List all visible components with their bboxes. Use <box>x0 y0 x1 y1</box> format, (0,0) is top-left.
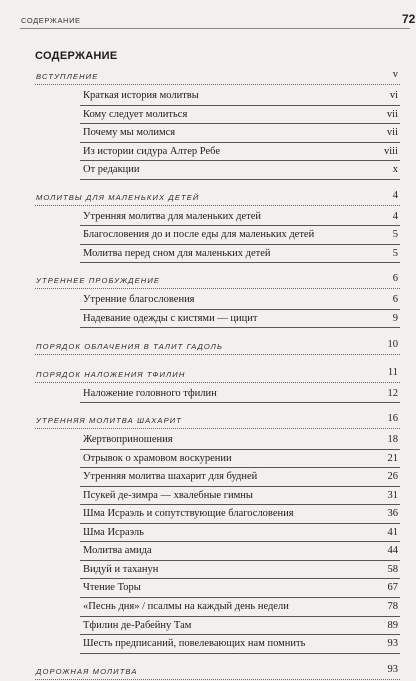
section-title: ДОРОЖНАЯ МОЛИТВА <box>36 666 138 676</box>
entry-rule <box>80 123 400 124</box>
entry-title: Благословения до и после еды для маленьких детей <box>83 229 315 241</box>
entry-rule <box>80 541 400 542</box>
section-title: УТРЕННЯЯ МОЛИТВА ШАХАРИТ <box>36 416 183 426</box>
entry-page: 12 <box>387 387 398 399</box>
entry-title: Краткая история молитвы <box>83 90 199 101</box>
entry-title: Утренняя молитва шахарит для будней <box>83 471 258 483</box>
entry-rule <box>80 486 400 487</box>
entry-title: Шесть предписаний, повелевающих нам помнить <box>83 638 306 650</box>
entry-page: 31 <box>387 489 398 501</box>
section-rule <box>35 288 400 289</box>
entry-rule <box>80 449 400 450</box>
entry-title: Псукей де-зимра — хвалебные гимны <box>83 489 253 501</box>
running-head: СОДЕРЖАНИЕ <box>21 16 81 25</box>
entry-page: vii <box>386 127 398 139</box>
entry-rule <box>80 402 400 403</box>
entry-rule <box>80 160 400 161</box>
entry-rule <box>80 262 400 263</box>
entry-title: Жертвоприношения <box>83 434 173 446</box>
entry-rule <box>80 179 400 180</box>
section-rule <box>35 679 400 680</box>
entry-title: От редакции <box>83 164 140 176</box>
entry-rule <box>80 597 400 598</box>
entry-page: 89 <box>387 619 398 631</box>
entry-title: Наложение головного тфилин <box>83 387 217 399</box>
entry-page: 5 <box>392 229 398 241</box>
entry-rule <box>80 560 400 561</box>
page-number: 72 <box>402 12 416 26</box>
entry-rule <box>80 467 400 468</box>
section-title: ВСТУПЛЕНИЕ <box>36 72 99 81</box>
entry-page: 26 <box>387 471 398 483</box>
entry-title: Молитва амида <box>83 545 152 557</box>
entry-page: 6 <box>392 294 398 306</box>
section-page: 16 <box>387 413 398 425</box>
section-page: v <box>392 69 398 80</box>
entry-title: Из истории сидура Алтер Ребе <box>83 145 221 157</box>
entry-page: 44 <box>387 545 398 557</box>
entry-rule <box>80 309 400 310</box>
entry-page: viii <box>383 145 398 157</box>
entry-page: vi <box>389 90 398 101</box>
section-title: ПОРЯДОК НАЛОЖЕНИЯ ТФИЛИН <box>36 369 186 379</box>
entry-title: Кому следует молиться <box>83 108 188 120</box>
entry-title: Тфилин де-Рабейну Там <box>83 619 192 631</box>
entry-title: Надевание одежды с кистями — цицит <box>83 312 258 324</box>
entry-title: Почему мы молимся <box>83 127 176 139</box>
section-page: 93 <box>387 663 398 675</box>
entry-title: «Песнь дня» / псалмы на каждый день недели <box>83 601 289 612</box>
section-rule <box>35 354 400 355</box>
entry-title: Чтение Торы <box>83 582 141 594</box>
entry-rule <box>80 634 400 635</box>
entry-page: 41 <box>387 526 398 538</box>
section-rule <box>35 205 400 206</box>
entry-page: x <box>392 164 398 176</box>
header-rule <box>20 28 410 29</box>
entry-rule <box>80 327 400 328</box>
entry-rule <box>80 244 400 245</box>
entry-title: Молитва перед сном для маленьких детей <box>83 247 271 259</box>
section-rule <box>35 428 400 429</box>
entry-page: 67 <box>387 582 398 594</box>
entry-page: 21 <box>387 452 398 464</box>
entry-page: 5 <box>392 247 398 259</box>
section-page: 4 <box>392 189 398 201</box>
entry-page: 78 <box>387 601 398 612</box>
entry-page: vii <box>386 108 398 120</box>
section-page: 10 <box>387 338 398 350</box>
toc-title: СОДЕРЖАНИЕ <box>35 50 118 62</box>
entry-title: Утренняя молитва для маленьких детей <box>83 210 262 222</box>
section-rule <box>35 382 400 383</box>
section-title: МОЛИТВЫ ДЛЯ МАЛЕНЬКИХ ДЕТЕЙ <box>36 192 200 202</box>
entry-page: 4 <box>392 210 398 222</box>
entry-title: Шма Исраэль и сопутствующие благословения <box>83 508 294 520</box>
section-title: ПОРЯДОК ОБЛАЧЕНИЯ В ТАЛИТ ГАДОЛЬ <box>36 341 224 351</box>
entry-title: Отрывок о храмовом воскурении <box>83 452 232 464</box>
entry-rule <box>80 653 400 654</box>
section-rule <box>35 84 400 85</box>
entry-rule <box>80 142 400 143</box>
entry-title: Шма Исраэль <box>83 526 144 538</box>
section-title: УТРЕННЕЕ ПРОБУЖДЕНИЕ <box>36 276 161 286</box>
entry-page: 18 <box>387 434 398 446</box>
entry-page: 58 <box>387 563 398 575</box>
entry-rule <box>80 523 400 524</box>
entry-page: 9 <box>392 312 398 324</box>
section-page: 6 <box>392 273 398 285</box>
entry-rule <box>80 578 400 579</box>
entry-page: 93 <box>387 638 398 650</box>
entry-title: Утренние благословения <box>83 294 195 306</box>
entry-title: Видуй и таханун <box>83 563 159 575</box>
entry-rule <box>80 616 400 617</box>
entry-rule <box>80 225 400 226</box>
entry-rule <box>80 504 400 505</box>
section-page: 11 <box>387 366 398 378</box>
entry-page: 36 <box>387 508 398 520</box>
entry-rule <box>80 105 400 106</box>
